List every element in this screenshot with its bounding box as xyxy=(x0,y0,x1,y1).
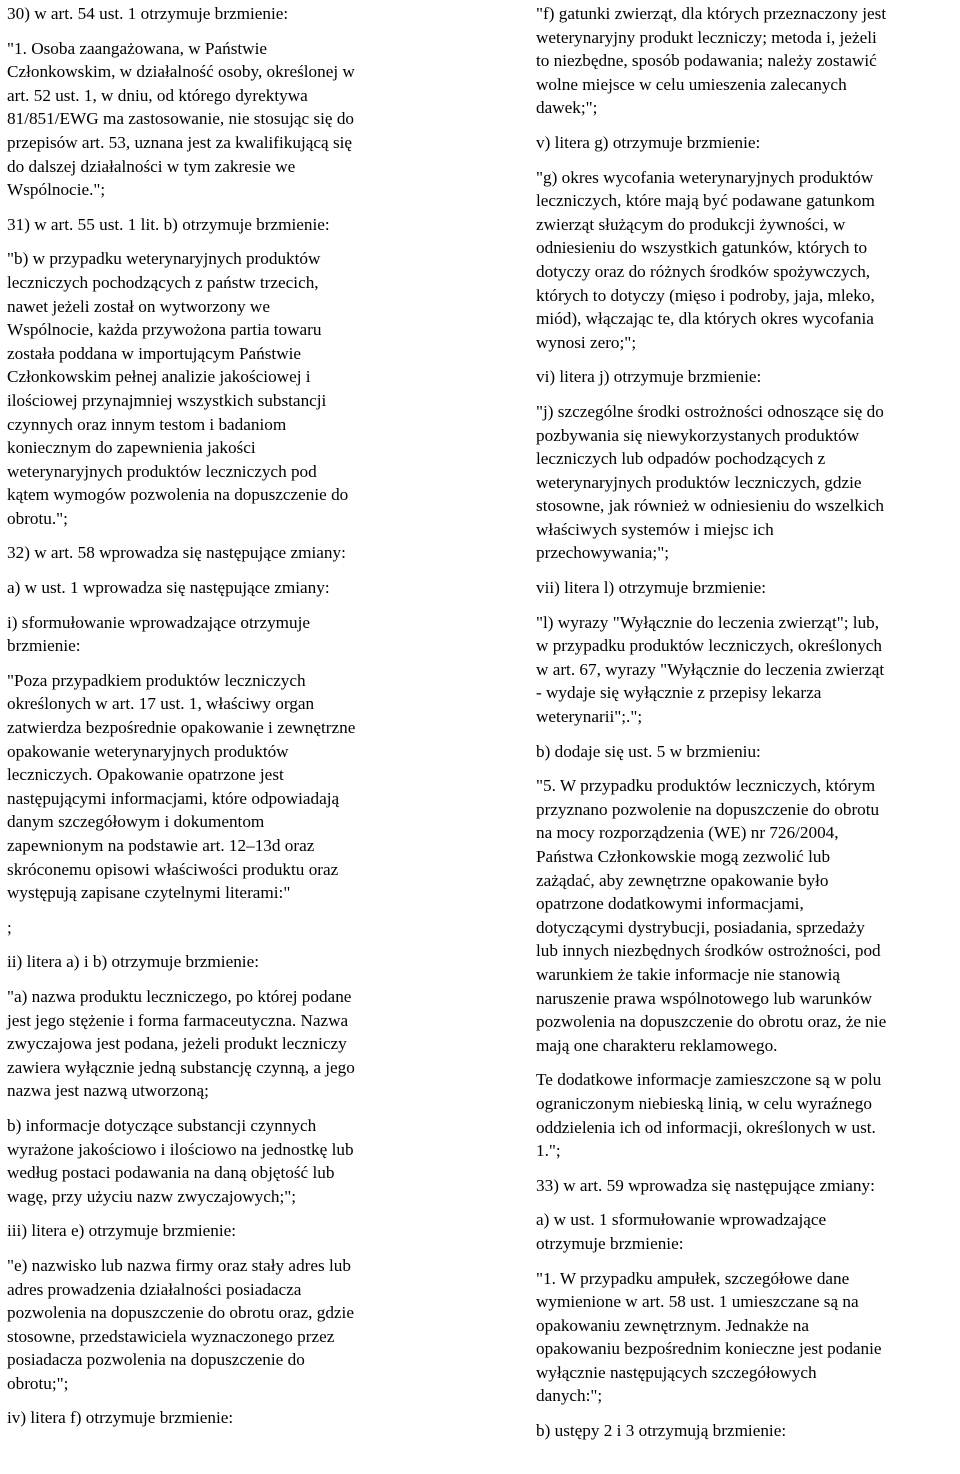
paragraph: 30) w art. 54 ust. 1 otrzymuje brzmienie: xyxy=(7,4,289,23)
paragraph: Te dodatkowe informacje zamieszczone są w polu ograniczonym niebieską linią, w celu wyraźnego oddzielenia ich od informacji, określonych w ust. 1."; xyxy=(536,1070,882,1161)
paragraph: "l) wyrazy "Wyłącznie do leczenia zwierząt"; lub, w przypadku produktów leczniczych, określonych w art. 67, wyrazy "Wyłącznie do leczenia zwierząt - wydaje się wyłącznie z przepisy lekarza weterynarii";."; xyxy=(536,612,885,727)
paragraph: b) dodaje się ust. 5 w brzmieniu: xyxy=(536,741,761,761)
paragraph: "1. Osoba zaangażowana, w Państwie Członkowskim, w działalność osoby, określonej w art. 52 ust. 1, w dniu, od którego dyrektywa 81/851/EWG ma zastosowanie, nie stosując się do przepisów art. 53, uznana jest za kwalifikującą się do dalszej działalności w tym zakresie we Wspólnocie."; xyxy=(7,38,355,200)
paragraph: "5. W przypadku produktów leczniczych, którym przyznano pozwolenie na dopuszczenie do obrotu na mocy rozporządzenia (WE) nr 726/2004, Państwa Członkowskie mogą zezwolić lub zażądać, aby zewnętrzne opakowanie było opatrzone dodatkowymi informacjami, dotyczącymi dystrybucji, posiadania, sprzedaży lub innych niezbędnych środków ostrożności, pod warunkiem że takie informacje nie stanowią naruszenie prawa wspólnotowego lub warunków pozwolenia na dopuszczenie do obrotu oraz, że nie mają one charakteru reklamowego. xyxy=(536,776,887,1055)
paragraph: 33) w art. 59 wprowadza się następujące zmiany: xyxy=(536,1175,875,1195)
paragraph: vii) litera l) otrzymuje brzmienie: xyxy=(536,578,767,598)
paragraph: a) w ust. 1 wprowadza się następujące zmiany: xyxy=(7,578,330,598)
paragraph: b) ustępy 2 i 3 otrzymują brzmienie: xyxy=(536,1421,787,1441)
paragraph: 32) w art. 58 wprowadza się następujące zmiany: xyxy=(7,543,346,563)
paragraph: "g) okres wycofania weterynaryjnych produktów leczniczych, które mają być podawane gatunkom zwierząt służącym do produkcji żywności, w odniesieniu do wszystkich gatunków, których to dotyczy oraz do różnych środków spożywczych, których to dotyczy (mięso i podroby, jaja, mleko, miód), włączając te, dla których okres wycofania wynosi zero;"; xyxy=(536,167,875,352)
paragraph: "b) w przypadku weterynaryjnych produktów leczniczych pochodzących z państw trzecich, nawet jeżeli został on wytworzony we Wspólnocie, każda przywożona partia towaru została poddana w importującym Państwie Członkowskim pełnej analizie jakościowej i ilościowej przynajmniej wszystkich substancji czynnych oraz innym testom i badaniom koniecznym do zapewnienia jakości weterynaryjnych produktów leczniczych pod kątem wymogów pozwolenia na dopuszczenie do obrotu."; xyxy=(7,249,349,528)
left-column xyxy=(7,2,427,1441)
paragraph: ; xyxy=(7,917,12,937)
paragraph: v) litera g) otrzymuje brzmienie: xyxy=(536,132,761,152)
paragraph: iii) litera e) otrzymuje brzmienie: xyxy=(7,1221,237,1241)
paragraph: 31) w art. 55 ust. 1 lit. b) otrzymuje brzmienie: xyxy=(7,214,330,234)
paragraph: "j) szczególne środki ostrożności odnoszące się do pozbywania się niewykorzystanych produktów leczniczych lub odpadów pochodzących z weterynaryjnych produktów leczniczych, gdzie stosowne, jak również w odniesieniu do wszelkich właściwych systemów i miejsc ich przechowywania;"; xyxy=(536,401,884,563)
paragraph: ii) litera a) i b) otrzymuje brzmienie: xyxy=(7,952,259,972)
right-column xyxy=(536,2,958,1454)
paragraph: "f) gatunki zwierząt, dla których przeznaczony jest weterynaryjny produkt leczniczy; metoda i, jeżeli to niezbędne, sposób podawania; należy zostawić wolne miejsce w celu umieszenia zalecanych dawek;"; xyxy=(536,4,887,118)
paragraph: "e) nazwisko lub nazwa firmy oraz stały adres lub adres prowadzenia działalności posiadacza pozwolenia na dopuszczenie do obrotu oraz, gdzie stosowne, przedstawiciela wyznaczonego przez posiadacza pozwolenia na dopuszczenie do obrotu;"; xyxy=(7,1255,354,1393)
paragraph: b) informacje dotyczące substancji czynnych wyrażone jakościowo i ilościowo na jednostkę lub według postaci podawania na daną objętość lub wagę, przy użyciu nazw zwyczajowych;"; xyxy=(7,1115,354,1206)
paragraph: "1. W przypadku ampułek, szczegółowe dane wymienione w art. 58 ust. 1 umieszczane są na opakowaniu zewnętrznym. Jednakże na opakowaniu bezpośrednim konieczne jest podanie wyłącznie następujących szczegółowych danych:"; xyxy=(536,1268,882,1406)
paragraph: "a) nazwa produktu leczniczego, po której podane jest jego stężenie i forma farmaceutyczna. Nazwa zwyczajowa jest podana, jeżeli produkt leczniczy zawiera wyłącznie jedną substancję czynną, a jego nazwa jest nazwą utworzoną; xyxy=(7,986,355,1101)
paragraph: vi) litera j) otrzymuje brzmienie: xyxy=(536,367,762,387)
paragraph: i) sformułowanie wprowadzające otrzymuje brzmienie: xyxy=(7,612,311,656)
paragraph: a) w ust. 1 sformułowanie wprowadzające otrzymuje brzmienie: xyxy=(536,1210,827,1253)
paragraph: "Poza przypadkiem produktów leczniczych określonych w art. 17 ust. 1, właściwy organ zatwierdza bezpośrednie opakowanie i zewnętrzne opakowanie weterynaryjnych produktów leczniczych. Opakowanie opatrzone jest następującymi informacjami, które odpowiadają danym szczegółowym i dokumentom zapewnionym na podstawie art. 12–13d oraz skróconemu opisowi właściwości produktu oraz występują zapisane czytelnymi literami:" xyxy=(7,670,356,903)
paragraph: iv) litera f) otrzymuje brzmienie: xyxy=(7,1408,234,1428)
